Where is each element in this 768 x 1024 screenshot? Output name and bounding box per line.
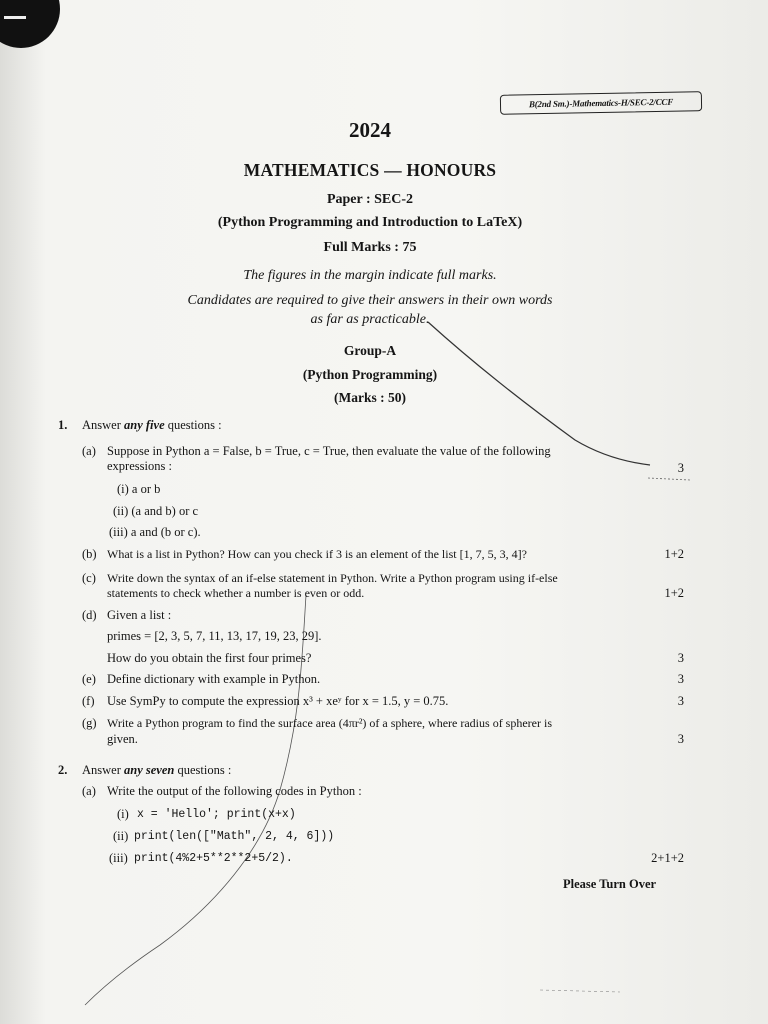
paper-code-box: B(2nd Sm.)-Mathematics-H/SEC-2/CCF — [500, 91, 702, 115]
q1f-label: (f) — [82, 694, 95, 708]
q1d-primes-list: primes = [2, 3, 5, 7, 11, 13, 17, 19, 23, 29]. — [107, 629, 322, 643]
q2-number: 2. — [58, 763, 68, 777]
q1b-text: What is a list in Python? How can you check if 3 is an element of the list [1, 7, 5, 3, 4]? — [107, 547, 527, 561]
group-marks: (Marks : 50) — [334, 390, 406, 405]
q1c-marks: 1+2 — [664, 586, 684, 600]
q2a-item-i-code: x = 'Hello'; print(x+x) — [137, 808, 296, 821]
q1a-label: (a) — [82, 444, 96, 458]
own-words-note-line1: Candidates are required to give their answers in their own words — [187, 293, 553, 308]
paper-label: Paper : SEC-2 — [326, 192, 414, 207]
paper-title: (Python Programming and Introduction to LaTeX) — [217, 215, 523, 230]
full-marks: Full Marks : 75 — [323, 240, 417, 255]
q1a-item-iii: (iii) a and (b or c). — [109, 525, 201, 539]
q1a-item-ii: (ii) (a and b) or c — [113, 504, 199, 518]
q1e-marks: 3 — [677, 672, 684, 686]
q1g-label: (g) — [82, 716, 97, 730]
q1b-label: (b) — [82, 547, 97, 561]
group-subtitle: (Python Programming) — [302, 367, 438, 382]
q1-number: 1. — [58, 418, 68, 432]
exam-year: 2024 — [349, 118, 391, 142]
q1c-label: (c) — [82, 571, 96, 585]
group-heading: Group-A — [343, 343, 397, 358]
q1d-text-line3: How do you obtain the first four primes? — [107, 651, 312, 665]
own-words-note-line2: as far as practicable. — [310, 312, 430, 327]
q1e-text: Define dictionary with example in Python. — [107, 672, 321, 686]
q1g-text-line2: given. — [107, 732, 138, 746]
q1f-text: Use SymPy to compute the expression x³ + xeʸ for x = 1.5, y = 0.75. — [107, 694, 449, 708]
q1a-text-line2: expressions : — [107, 459, 172, 473]
q1d-marks: 3 — [677, 651, 684, 665]
q1a-marks: 3 — [677, 461, 684, 475]
q2a-item-iii-label: (iii) — [109, 851, 128, 865]
margin-note: The figures in the margin indicate full marks. — [243, 268, 497, 283]
q1a-item-i: (i) a or b — [117, 482, 161, 496]
subject-title: MATHEMATICS — HONOURS — [243, 160, 497, 180]
q1f-marks: 3 — [677, 694, 684, 708]
q1d-label: (d) — [82, 608, 97, 622]
q1g-marks: 3 — [677, 732, 684, 746]
q2a-text: Write the output of the following codes in Python : — [107, 784, 362, 798]
please-turn-over: Please Turn Over — [563, 877, 657, 891]
q2-instruction: Answer any seven questions : — [82, 763, 232, 777]
q1e-label: (e) — [82, 672, 96, 686]
q1d-text-line1: Given a list : — [107, 608, 172, 622]
q1b-marks: 1+2 — [664, 547, 684, 561]
q1g-text-line1: Write a Python program to find the surface area (4πr²) of a sphere, where radius of spherer is — [107, 716, 553, 730]
q2a-item-i-label: (i) — [117, 807, 129, 821]
q2a-item-ii-label: (ii) — [113, 829, 129, 843]
q2a-label: (a) — [82, 784, 96, 798]
q2a-item-ii-code: print(len(["Math", 2, 4, 6])) — [134, 830, 335, 843]
q2a-item-iii-code: print(4%2+5**2**2+5/2). — [134, 852, 293, 865]
q2a-marks: 2+1+2 — [651, 851, 684, 865]
q1a-text-line1: Suppose in Python a = False, b = True, c = True, then evaluate the value of the following — [107, 444, 551, 458]
q1c-text-line2: statements to check whether a number is even or odd. — [107, 586, 365, 600]
q1c-text-line1: Write down the syntax of an if-else statement in Python. Write a Python program using if-else — [107, 571, 558, 585]
q1-instruction: Answer any five questions : — [82, 418, 222, 432]
